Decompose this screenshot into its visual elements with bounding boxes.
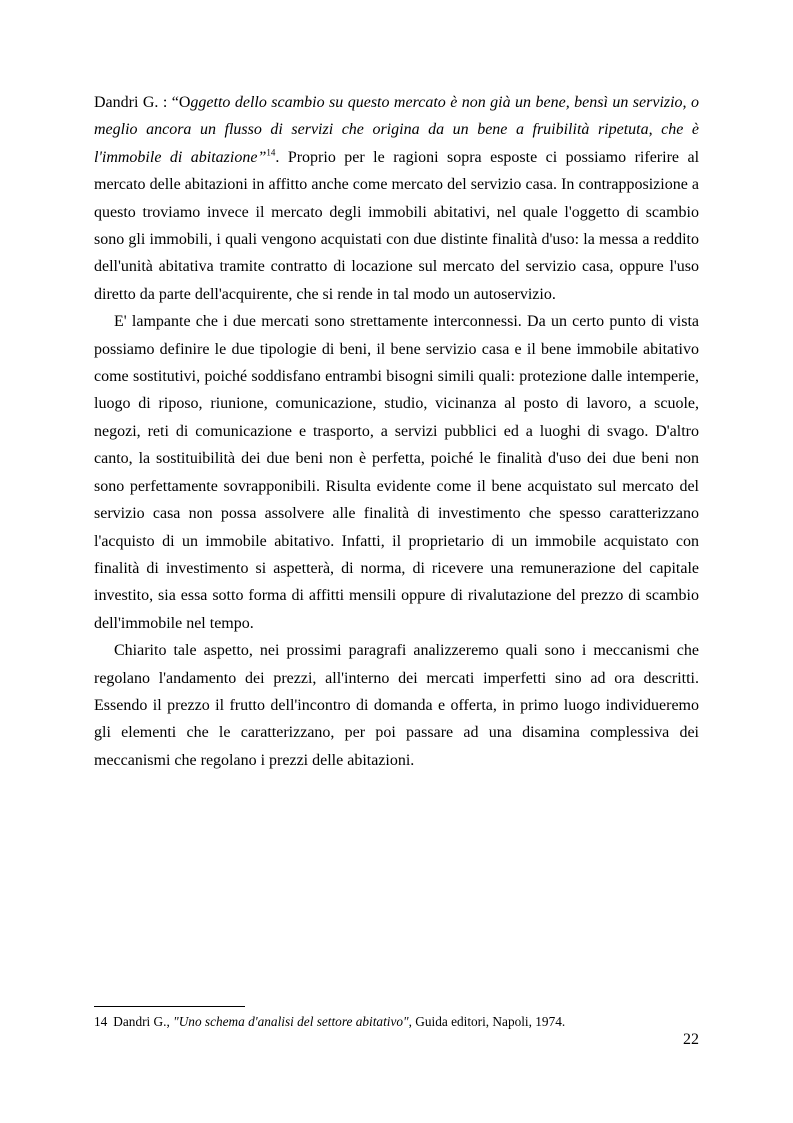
citation-lead: Dandri G. : xyxy=(94,94,172,111)
footnote xyxy=(94,1014,699,1030)
paragraph-1 xyxy=(94,89,699,308)
footnote-publisher: , Guida editori, Napoli, 1974. xyxy=(408,1014,566,1029)
paragraph-3: Chiarito tale aspetto, nei prossimi paragrafi analizzeremo quali sono i meccanismi che regolano l'andamento dei prezzi, all'interno dei mercati imperfetti sino ad ora descritti. Essendo il prezzo il frutto dell'incontro di domanda e offerta, in primo luogo individueremo gli elementi che le caratterizzano, per poi passare ad una disamina complessiva dei meccanismi che regolano i prezzi delle abitazioni. xyxy=(94,642,699,769)
footnote-reference: 14 xyxy=(266,147,276,158)
quote-first-letter: O xyxy=(178,94,191,111)
paragraph-1-continuation: . Proprio per le ragioni sopra esposte ci possiamo riferire al mercato delle abitazioni in affitto anche come mercato del servizio casa. In contrapposizione a questo troviamo invece il mercato degli immobili abitativi, nel quale l'oggetto di scambio sono gli immobili, i quali vengono acquistati con due distinte finalità d'uso: la messa a reddito dell'unità abitativa tramite contratto di locazione sul mercato del servizio casa, oppure l'uso diretto da parte dell'acquirente, che si rende in tal modo un autoservizio. xyxy=(94,148,700,303)
footnote-author: Dandri G., xyxy=(113,1014,174,1029)
footnote-separator xyxy=(94,1006,245,1007)
footnote-number: 14 xyxy=(94,1014,108,1029)
quoted-definition: ggetto dello scambio su questo mercato è non già un bene, bensì un servizio, o meglio ancora un flusso di servizi che origina da un bene a fruibilità ripetuta, che è l'immobile di abitazione” xyxy=(94,94,699,166)
quote-open-mark: “ xyxy=(171,94,179,111)
footnote-title: "Uno schema d'analisi del settore abitativo" xyxy=(173,1014,409,1029)
page-number: 22 xyxy=(683,1031,699,1048)
paragraph-2: E' lampante che i due mercati sono strettamente interconnessi. Da un certo punto di vista possiamo definire le due tipologie di beni, il bene servizio casa e il bene immobile abitativo come sostitutivi, poiché soddisfano entrambi bisogni simili quali: protezione dalle intemperie, luogo di riposo, riunione, comunicazione, studio, vicinanza al posto di lavoro, a scuole, negozi, reti di comunicazione e trasporto, a servizi pubblici ed a luoghi di svago. D'altro canto, la sostituibilità dei due beni non è perfetta, poiché le finalità d'uso dei due beni non sono perfettamente sovrapponibili. Risulta evidente come il bene acquistato sul mercato del servizio casa non possa assolvere alle finalità di investimento che spesso caratterizzano l'acquisto di un immobile abitativo. Infatti, il proprietario di un immobile acquistato con finalità di investimento si aspetterà, di norma, di ricevere una remunerazione del capitale investito, sia essa sotto forma di affitti mensili oppure di rivalutazione del prezzo di scambio dell'immobile nel tempo. xyxy=(94,313,699,632)
body-text xyxy=(94,89,699,774)
